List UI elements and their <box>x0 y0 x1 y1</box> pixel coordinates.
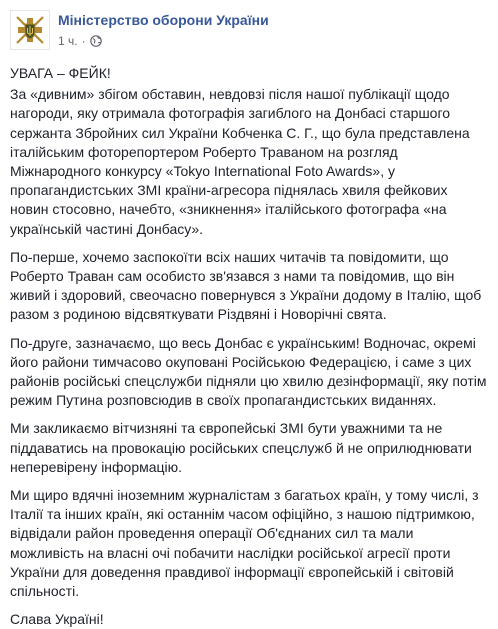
page-avatar[interactable] <box>10 10 50 50</box>
globe-icon[interactable] <box>90 35 102 47</box>
post-header <box>10 10 488 64</box>
post-meta <box>58 10 269 49</box>
post-subline <box>58 33 269 49</box>
post-closing: Слава Україні! <box>10 611 104 628</box>
post-paragraph-2: По-перше, хочемо заспокоїти всіх наших читачів та повідомити, що Роберто Траван сам особисто зв'язався з нами та повідомив, що він живий і здоровий, свеочасно повернувся з України додому в Італію, щоб разом з родиною відсвяткувати Різдвяні і Новорічні свята. <box>10 248 482 323</box>
post-title: УВАГА – ФЕЙК! <box>10 65 111 81</box>
post-paragraph-1: За «дивним» збігом обставин, невдовзі після нашої публікації щодо нагороди, яку отримала фотографія загиблого на Донбасі старшого сержанта Збройних сил України Кобченка С. Г., що була представлена італійським фоторепортером Роберто Травaном на розгляд Міжнародного конкурсу «Tokyo International Foto Awards», у пропагандистських ЗМІ країни-агресора піднялась хвиля фейкових новин стосовно, начебто, «зникнення» італійського фотографа «на українській частині Донбасу». <box>10 86 470 237</box>
post-paragraph-5: Ми щиро вдячні іноземним журналістам з багатьох країн, у тому числі, з Італії та інших країн, які останнім часом офіційно, з нашою підтримкою, відвідали район проведення операції Об'єднаних сил та мали можливість на власні очі побачити наслідки російської агресії проти України для доведення правдивої інформації європейській і світовій спільності. <box>10 487 479 600</box>
page-name-link[interactable]: Міністерство оборони України <box>58 12 269 28</box>
post-body <box>10 64 488 629</box>
post-timestamp[interactable]: 1 ч. <box>58 34 78 48</box>
post-paragraph-4: Ми закликаємо вітчизняні та європейські ЗМІ бути уважними та не піддаватись на провокацію російських спецслужб й не оприлюднювати неперевірену інформацію. <box>10 420 472 475</box>
post-paragraph-3: По-друге, зазначаємо, що весь Донбас є українським! Водночас, окремі його райони тимчасово окуповані Російською Федерацією, і саме з цих районів російські спецслужби підняли цю хвилю дезінформації, яку потім режим Путина розповсюдив в своїх пропагандистських виданнях. <box>10 334 487 409</box>
separator-dot: · <box>81 34 86 48</box>
military-emblem-icon <box>13 13 47 47</box>
